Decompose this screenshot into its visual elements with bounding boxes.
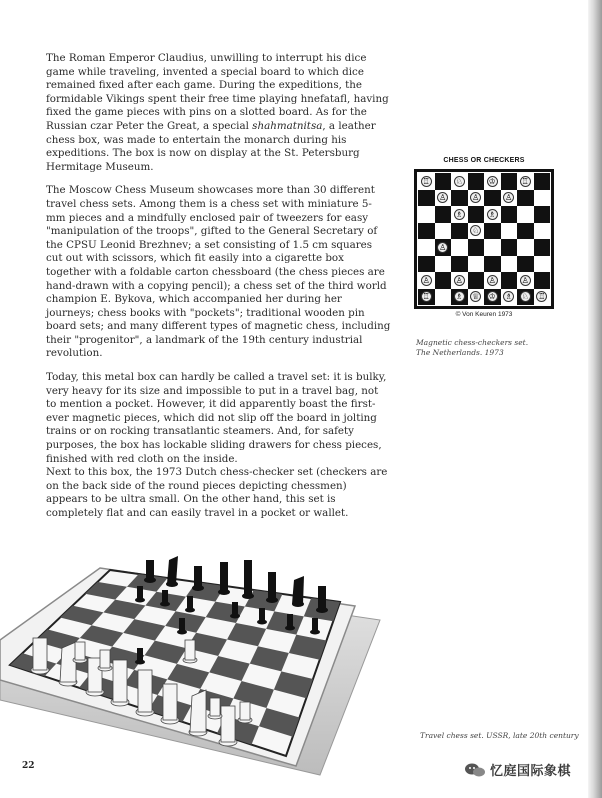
chess-checker-piece: ♗ xyxy=(455,292,463,302)
board-square xyxy=(451,223,468,240)
figure-title: CHESS OR CHECKERS xyxy=(443,157,525,164)
board-square xyxy=(501,173,518,190)
board-square xyxy=(484,190,501,207)
board-square xyxy=(451,173,468,190)
chess-checker-piece: ♖ xyxy=(422,292,430,302)
board-square xyxy=(468,190,485,207)
chess-checker-piece: ♙ xyxy=(472,193,480,203)
chess-checker-piece: ♔ xyxy=(488,292,496,302)
board-square xyxy=(501,256,518,273)
paragraph-1-start: The Roman Emperor Claudius, unwilling to interrupt his dice game while traveling, invented a special board to which dice remained fixed after each game. During the expeditions, the formidable Vikings spent their free time playing hnefatafl, having fixed the game pieces with pins on a slotted board. As for the Russian czar Peter the Great, a special xyxy=(46,52,389,132)
watermark xyxy=(464,760,571,779)
chess-checker-piece: ♕ xyxy=(472,292,480,302)
paragraph-1-emphasis: shahmatnitsa xyxy=(252,119,323,132)
page-edge-shadow xyxy=(588,0,602,798)
board-square xyxy=(484,272,501,289)
paragraph-3: Today, this metal box can hardly be called a travel set: it is bulky, very heavy for its size and impossible to put in a travel bag, not to mention a pocket. However, it did apparently boast the first-ever magnetic pieces, which did not slip off the board in jolting trains or on rocking transatlantic steamers. And, for safety purposes, the box has lockable sliding drawers for chess pieces, finished with red cloth on the inside. xyxy=(46,371,387,465)
chess-checker-piece: ♙ xyxy=(422,275,430,285)
board-square xyxy=(451,190,468,207)
chess-checker-piece: ♘ xyxy=(472,226,480,236)
board-square xyxy=(435,272,452,289)
chess-checker-piece: ♙ xyxy=(439,193,447,203)
board-square xyxy=(501,272,518,289)
board-square xyxy=(468,272,485,289)
chess-checkers-board xyxy=(414,169,554,309)
board-square xyxy=(435,206,452,223)
board-square xyxy=(468,256,485,273)
board-square xyxy=(501,239,518,256)
board-square xyxy=(534,289,551,306)
board-square xyxy=(468,289,485,306)
board-square xyxy=(517,272,534,289)
board-square xyxy=(451,272,468,289)
board-square xyxy=(435,223,452,240)
chess-checker-piece: ♙ xyxy=(521,275,529,285)
board-square xyxy=(418,190,435,207)
board-square xyxy=(484,206,501,223)
board-square xyxy=(517,206,534,223)
board-square xyxy=(418,239,435,256)
board-square xyxy=(534,173,551,190)
caption-checkers xyxy=(416,338,566,357)
board-square xyxy=(484,256,501,273)
board-square xyxy=(451,256,468,273)
board-square xyxy=(435,256,452,273)
board-square xyxy=(534,206,551,223)
paragraph-1-end: , a leather chess box, was made to entertain the monarch during his expeditions. The box is now on display at the St. Petersburg Hermitage Museum. xyxy=(46,119,376,173)
board-square xyxy=(501,206,518,223)
board-square xyxy=(435,289,452,306)
caption-checkers-line-2: The Netherlands. 1973 xyxy=(416,347,504,357)
chess-checker-piece: ♙ xyxy=(488,275,496,285)
caption-checkers-line-1: Magnetic chess-checkers set. xyxy=(416,338,529,347)
paragraph-2: The Moscow Chess Museum showcases more than 30 different travel chess sets. Among them is a chess set with miniature 5-mm pieces and a mindfully enclosed pair of tweezers for easy "manipulation of the troops", gifted to the General Secretary of the CPSU Leonid Brezhnev; a set consisting of 1.5 cm squares cut out with scissors, which fit easily into a cigarette box together with a foldable carton chessboard (the chess pieces are hand-drawn with a copying pencil); a chess set of the third world champion E. Bykova, which accompanied her during her journeys; chess books with "pockets"; traditional wooden pin board sets; and many different types of magnetic chess, including their "progenitor", a landmark of the 19th century industrial revolution. xyxy=(46,184,391,360)
board-square xyxy=(435,190,452,207)
board-square xyxy=(418,206,435,223)
chess-checker-piece: ♖ xyxy=(422,176,430,186)
board-square xyxy=(534,190,551,207)
board-square xyxy=(418,173,435,190)
chess-checker-piece: ♖ xyxy=(538,292,546,302)
board-square xyxy=(534,239,551,256)
board-square xyxy=(534,256,551,273)
board-square xyxy=(468,206,485,223)
board-square xyxy=(451,239,468,256)
chess-checker-piece: ♙ xyxy=(505,193,513,203)
board-square xyxy=(517,173,534,190)
board-square xyxy=(501,190,518,207)
page-number: 22 xyxy=(22,761,35,771)
figure-credit: © Von Keuren 1973 xyxy=(455,311,513,318)
board-square xyxy=(484,223,501,240)
paragraph-4: Next to this box, the 1973 Dutch chess-checker set (checkers are on the back side of the round pieces depicting chessmen) appears to be ultra small. On the other hand, this set is completely flat and can easily travel in a pocket or wallet. xyxy=(46,466,388,519)
chess-checker-piece: ♔ xyxy=(488,176,496,186)
board-square xyxy=(435,173,452,190)
watermark-text: 忆庭国际象棋 xyxy=(490,764,572,779)
board-square xyxy=(468,173,485,190)
board-square xyxy=(418,256,435,273)
board-square xyxy=(468,223,485,240)
paragraph-1 xyxy=(46,52,391,174)
board-square xyxy=(418,272,435,289)
board-square xyxy=(435,239,452,256)
board-square xyxy=(517,289,534,306)
chess-checker-piece: ♗ xyxy=(505,292,513,302)
board-square xyxy=(517,223,534,240)
board-square xyxy=(501,289,518,306)
chess-checker-piece: ♘ xyxy=(455,176,463,186)
board-square xyxy=(517,239,534,256)
board-square xyxy=(484,173,501,190)
board-square xyxy=(468,239,485,256)
chess-checker-piece: ♙ xyxy=(455,275,463,285)
board-square xyxy=(451,289,468,306)
chess-checker-piece: ♘ xyxy=(521,292,529,302)
board-square xyxy=(517,190,534,207)
board-square xyxy=(418,223,435,240)
article-text xyxy=(46,52,391,531)
chess-checker-piece: ♖ xyxy=(521,176,529,186)
board-square xyxy=(484,239,501,256)
board-square xyxy=(418,289,435,306)
board-square xyxy=(451,206,468,223)
chess-checkers-figure xyxy=(414,157,554,318)
wechat-icon xyxy=(464,762,486,778)
board-square xyxy=(534,272,551,289)
board-square xyxy=(501,223,518,240)
board-square xyxy=(534,223,551,240)
travel-chess-set-photo xyxy=(0,520,400,780)
chess-checker-piece: ♗ xyxy=(488,209,496,219)
caption-photo: Travel chess set. USSR, late 20th century xyxy=(420,731,579,740)
board-square xyxy=(517,256,534,273)
chess-checker-piece: ♗ xyxy=(455,209,463,219)
chess-checker-piece: ♙ xyxy=(439,242,447,252)
board-square xyxy=(484,289,501,306)
